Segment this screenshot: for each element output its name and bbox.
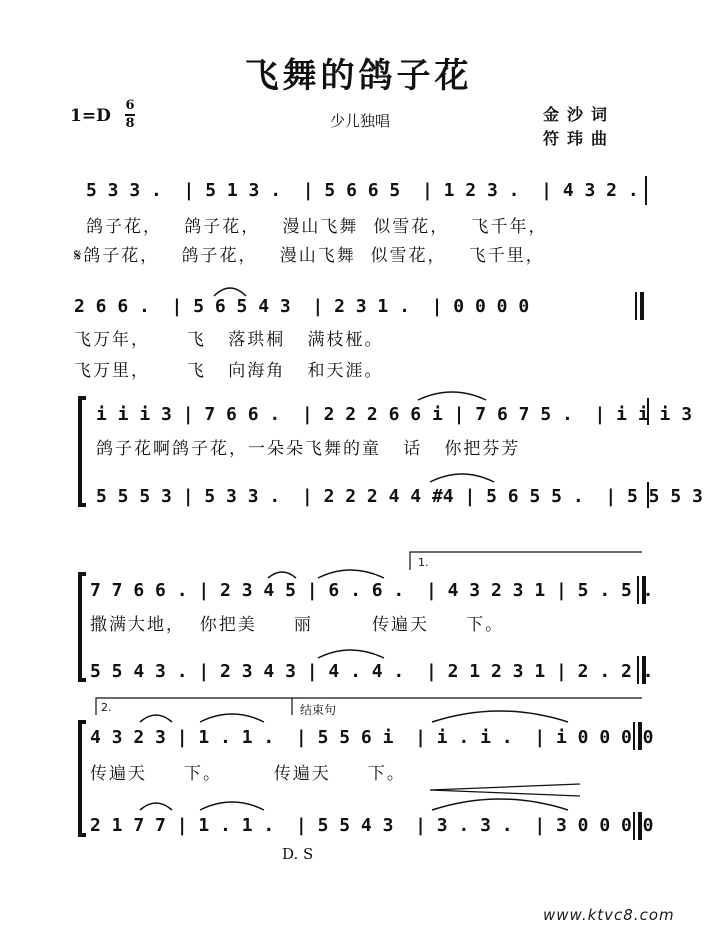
slur [318,650,384,658]
notes-row-5-upper: 4 3 2 3 | 1 . 1 . | 5 5 6 i | i . i . | i 0 0 0 0 [90,727,654,748]
slur [140,715,172,722]
slur [318,570,384,578]
hairpin [430,784,580,796]
dal-segno-mark: D. S [282,845,314,863]
first-ending-label: 1. [418,556,429,569]
composer: 符玮曲 [543,129,616,148]
slur [268,572,296,578]
slur [430,474,494,482]
slur [214,288,246,296]
lyrics-row-3: 鸽子花啊鸽子花，一朵朵飞舞的童 话 你把芬芳 [96,439,521,459]
system-bracket-2 [80,574,86,680]
watermark: www.ktvc8.com [543,906,675,924]
song-title: 飞舞的鸽子花 [244,56,473,96]
lyricist: 金沙词 [543,105,616,124]
slur [432,711,568,722]
slur [200,714,264,722]
notes-row-3-upper: i i i 3 | 7 6 6 . | 2 2 2 6 6 i | 7 6 7 5 . | i i i 3 [96,404,693,425]
time-sig-top: 6 [125,98,135,113]
notes-row-5-lower: 2 1 7 7 | 1 . 1 . | 5 5 4 3 | 3 . 3 . | 3 0 0 0 0 [90,815,654,836]
key-signature: 1=D [70,106,111,126]
first-ending-bracket [410,552,642,570]
subtitle: 少儿独唱 [330,112,391,130]
lyrics-row-2-verse-1: 飞万年， 飞 落珙桐 满枝桠。 [74,330,384,350]
notes-row-4-upper: 7 7 6 6 . | 2 3 4 5 | 6 . 6 . | 4 3 2 3 1 | 5 . 5 . [90,580,654,601]
coda-bracket [292,698,642,715]
second-ending-label: 2. [101,701,112,714]
lyrics-row-1-verse-1: 鸽子花， 鸽子花， 漫山飞舞 似雪花， 飞千年， [86,217,548,237]
slur [418,392,486,400]
system-bracket-1 [80,398,86,505]
second-ending-bracket [96,698,292,715]
notes-row-3-lower: 5 5 5 3 | 5 3 3 . | 2 2 2 4 4 #4 | 5 6 5 5 . | 5 5 5 3 [96,486,703,507]
lyrics-row-4: 撒满大地， 你把美 丽 传遍天 下。 [90,615,505,635]
coda-label: 结束句 [300,703,337,717]
slur [432,799,568,810]
notes-row-1: 5 3 3 . | 5 1 3 . | 5 6 6 5 | 1 2 3 . | 4 3 2 . [86,180,639,201]
notes-row-4-lower: 5 5 4 3 . | 2 3 4 3 | 4 . 4 . | 2 1 2 3 1 | 2 . 2 . [90,661,654,682]
time-sig-bottom: 8 [125,115,135,131]
system-bracket-3 [80,722,86,835]
slur [200,802,264,810]
lyrics-row-2-verse-2: 飞万里， 飞 向海角 和天涯。 [74,361,384,381]
notes-row-2: 2 6 6 . | 5 6 5 4 3 | 2 3 1 . | 0 0 0 0 [74,296,530,317]
slur [140,803,172,810]
lyrics-row-1-verse-2: 𝄋鸽子花， 鸽子花， 漫山飞舞 似雪花， 飞千里， [74,246,545,266]
lyrics-row-5: 传遍天 下。 传遍天 下。 [90,764,406,784]
